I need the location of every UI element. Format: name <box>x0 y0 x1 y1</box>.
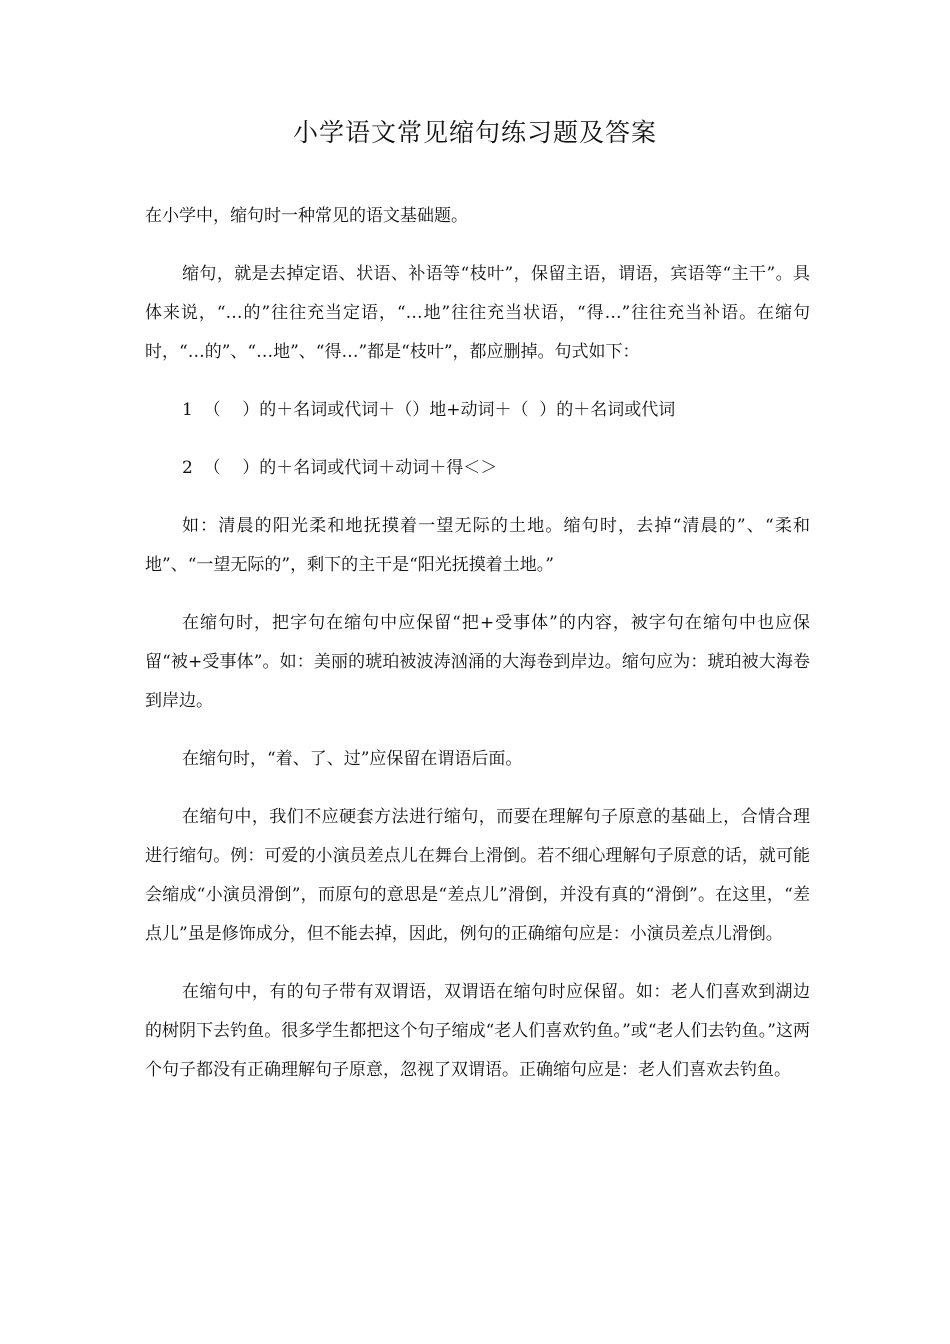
sentence-pattern-2: 2 （ ）的＋名词或代词＋动词＋得＜＞ <box>182 458 498 478</box>
double-predicate-paragraph: 在缩句中，有的句子带有双谓语，双谓语在缩句时应保留。如：老人们喜欢到湖边的树阴下去钓鱼。很多学生都把这个句子缩成“老人们喜欢钓鱼。”或“老人们去钓鱼。”这两个句子都没有正确理解句子原意，忽视了双谓语。正确缩句应是：老人们喜欢去钓鱼。 <box>145 982 810 1080</box>
document-body <box>145 197 810 1109</box>
ba-bei-paragraph: 在缩句时，把字句在缩句中应保留“把+受事体”的内容，被字句在缩句中也应保留“被+受事体”。如：美丽的琥珀被波涛汹涌的大海卷到岸边。缩句应为：琥珀被大海卷到岸边。 <box>145 613 810 711</box>
meaning-paragraph: 在缩句中，我们不应硬套方法进行缩句，而要在理解句子原意的基础上，合情合理进行缩句。例：可爱的小演员差点儿在舞台上滑倒。若不细心理解句子原意的话，就可能会缩成“小演员滑倒”，而原句的意思是“差点儿”滑倒，并没有真的“滑倒”。在这里，“差点儿”虽是修饰成分，但不能去掉，因此，例句的正确缩句应是：小演员差点儿滑倒。 <box>145 807 810 944</box>
intro-paragraph: 在小学中，缩句时一种常见的语文基础题。 <box>145 206 468 226</box>
sentence-pattern-1: 1 （ ）的＋名词或代词＋（）地+动词＋（ ）的＋名词或代词 <box>182 400 676 420</box>
definition-paragraph: 缩句，就是去掉定语、状语、补语等“枝叶”，保留主语，谓语，宾语等“主干”。具体来说，“…的”往往充当定语，“…地”往往充当状语，“得…”往往充当补语。在缩句时，“…的”、“…地”、“得…”都是“枝叶”，都应删掉。句式如下： <box>145 264 810 362</box>
aspect-particle-paragraph: 在缩句时，“着、了、过”应保留在谓语后面。 <box>182 749 523 769</box>
example-paragraph: 如：清晨的阳光柔和地抚摸着一望无际的土地。缩句时，去掉“清晨的”、“柔和地”、“一望无际的”，剩下的主干是“阳光抚摸着土地。” <box>145 516 810 575</box>
page-title: 小学语文常见缩句练习题及答案 <box>292 118 657 147</box>
